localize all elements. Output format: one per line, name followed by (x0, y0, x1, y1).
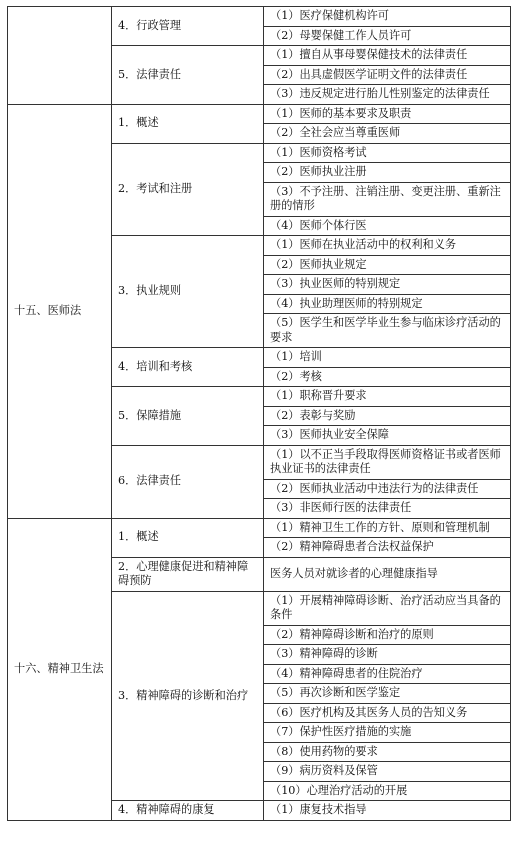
topic-cell: 5．保障措施 (112, 387, 264, 446)
item-cell: （5）医学生和医学毕业生参与临床诊疗活动的要求 (264, 314, 511, 348)
item-cell: （1）医师资格考试 (264, 143, 511, 163)
item-cell: （1）精神卫生工作的方针、原则和管理机制 (264, 518, 511, 538)
table-row (8, 7, 511, 27)
topic-cell: 3．执业规则 (112, 236, 264, 348)
item-cell: （7）保护性医疗措施的实施 (264, 723, 511, 743)
item-cell: （8）使用药物的要求 (264, 742, 511, 762)
syllabus-table (7, 6, 511, 821)
item-cell: （1）康复技术指导 (264, 801, 511, 821)
table-row (8, 518, 511, 538)
chapter-cell: 十五、医师法 (8, 104, 112, 518)
item-cell: （2）母婴保健工作人员许可 (264, 26, 511, 46)
topic-cell: 4．精神障碍的康复 (112, 801, 264, 821)
topic-cell: 2．考试和注册 (112, 143, 264, 236)
topic-cell: 4．行政管理 (112, 7, 264, 46)
topic-cell: 1．概述 (112, 518, 264, 557)
table-row (8, 104, 511, 124)
item-cell: 医务人员对就诊者的心理健康指导 (264, 557, 511, 591)
item-cell: （2）全社会应当尊重医师 (264, 124, 511, 144)
topic-cell: 3．精神障碍的诊断和治疗 (112, 591, 264, 801)
item-cell: （3）精神障碍的诊断 (264, 645, 511, 665)
item-cell: （3）非医师行医的法律责任 (264, 499, 511, 519)
item-cell: （2）精神障碍诊断和治疗的原则 (264, 625, 511, 645)
item-cell: （6）医疗机构及其医务人员的告知义务 (264, 703, 511, 723)
chapter-cell (8, 7, 112, 105)
item-cell: （3）医师执业安全保障 (264, 426, 511, 446)
topic-cell: 6．法律责任 (112, 445, 264, 518)
syllabus-body (8, 7, 511, 821)
topic-cell: 2．心理健康促进和精神障碍预防 (112, 557, 264, 591)
item-cell: （10）心理治疗活动的开展 (264, 781, 511, 801)
item-cell: （3）不予注册、注销注册、变更注册、重新注册的情形 (264, 182, 511, 216)
item-cell: （1）医师的基本要求及职责 (264, 104, 511, 124)
topic-cell: 4．培训和考核 (112, 348, 264, 387)
item-cell: （2）精神障碍患者合法权益保护 (264, 538, 511, 558)
item-cell: （3）违反规定进行胎儿性别鉴定的法律责任 (264, 85, 511, 105)
item-cell: （4）精神障碍患者的住院治疗 (264, 664, 511, 684)
item-cell: （2）考核 (264, 367, 511, 387)
item-cell: （5）再次诊断和医学鉴定 (264, 684, 511, 704)
topic-cell: 1．概述 (112, 104, 264, 143)
item-cell: （1）职称晋升要求 (264, 387, 511, 407)
item-cell: （1）培训 (264, 348, 511, 368)
item-cell: （9）病历资料及保管 (264, 762, 511, 782)
item-cell: （1）以不正当手段取得医师资格证书或者医师执业证书的法律责任 (264, 445, 511, 479)
item-cell: （4）执业助理医师的特别规定 (264, 294, 511, 314)
item-cell: （1）医师在执业活动中的权利和义务 (264, 236, 511, 256)
item-cell: （2）表彰与奖励 (264, 406, 511, 426)
item-cell: （1）开展精神障碍诊断、治疗活动应当具备的条件 (264, 591, 511, 625)
item-cell: （2）医师执业注册 (264, 163, 511, 183)
topic-cell: 5．法律责任 (112, 46, 264, 105)
item-cell: （1）擅自从事母婴保健技术的法律责任 (264, 46, 511, 66)
item-cell: （3）执业医师的特别规定 (264, 275, 511, 295)
item-cell: （2）医师执业活动中违法行为的法律责任 (264, 479, 511, 499)
item-cell: （1）医疗保健机构许可 (264, 7, 511, 27)
chapter-cell: 十六、精神卫生法 (8, 518, 112, 820)
item-cell: （2）医师执业规定 (264, 255, 511, 275)
item-cell: （4）医师个体行医 (264, 216, 511, 236)
item-cell: （2）出具虚假医学证明文件的法律责任 (264, 65, 511, 85)
